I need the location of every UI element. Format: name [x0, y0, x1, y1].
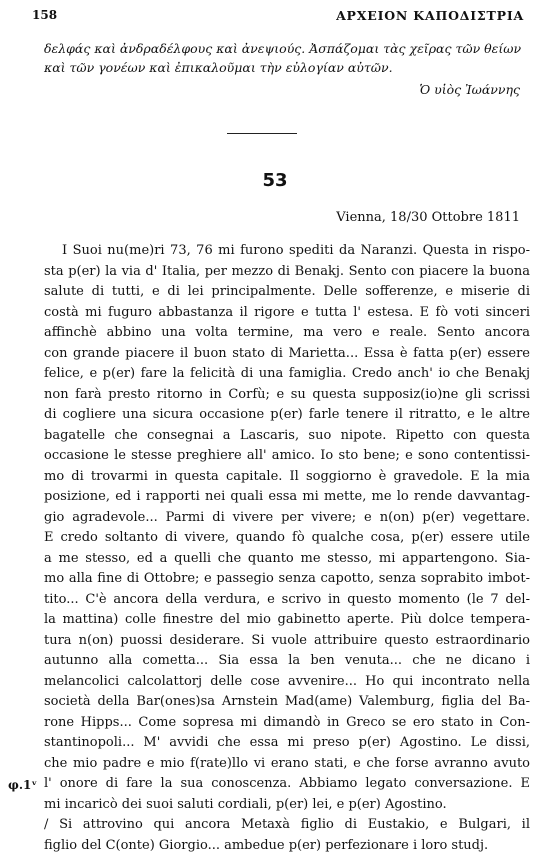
letter-line: rone Hipps... Come sopresa mi dimandò in Greco se ero stato in Con-: [44, 713, 530, 734]
letter-line: società della Bar(ones)sa Arnstein Mad(ame) Valemburg, figlia del Ba-: [44, 692, 530, 713]
letter-line: / Si attrovino qui ancora Metaxà figlio di Eustakio, e Bulgari, il: [44, 815, 530, 836]
greek-closing-line-1: δελφάς καὶ ἀνδραδέλφους καὶ ἀνεψιούς. Ἀσπάζομαι τὰς χεῖρας τῶν θείων: [44, 40, 524, 58]
letter-line: mi incaricò dei suoi saluti cordiali, p(er) lei, e p(er) Agostino.: [44, 795, 530, 816]
greek-signature: Ὁ υἱὸς Ἰωάννης: [419, 82, 520, 97]
letter-line: I Suoi nu(me)ri 73, 76 mi furono spediti da Naranzi. Questa in rispo-: [44, 241, 530, 262]
letter-line: E credo soltanto di vivere, quando fò qualche cosa, p(er) essere utile: [44, 528, 530, 549]
letter-line: bagatelle che consegnai a Lascaris, suo nipote. Ripetto con questa: [44, 426, 530, 447]
letter-dateline: Vienna, 18/30 Ottobre 1811: [336, 210, 520, 225]
margin-folio-reference: φ.1ᵛ: [8, 778, 37, 792]
letter-line: sta p(er) la via d' Italia, per mezzo di Benakj. Sento con piacere la buona: [44, 262, 530, 283]
letter-line: felice, e p(er) fare la felicità di una famiglia. Credo anch' io che Benakj: [44, 364, 530, 385]
running-title: ΑΡΧΕΙΟΝ ΚΑΠΟΔΙΣΤΡΙΑ: [336, 8, 524, 23]
letter-body: [44, 241, 530, 856]
letter-line: gio agradevole... Parmi di vivere per vivere; e n(on) p(er) vegettare.: [44, 508, 530, 529]
letter-line: la mattina) colle finestre del mio gabinetto aperte. Più dolce tempera-: [44, 610, 530, 631]
letter-line: posizione, ed i rapporti nei quali essa mi mette, me lo rende davvantag-: [44, 487, 530, 508]
letter-line: tura n(on) puossi desiderare. Si vuole attribuire questo estraordinario: [44, 631, 530, 652]
letter-line: figlio del C(onte) Giorgio... ambedue p(er) perfezionare i loro studj.: [44, 836, 530, 856]
letter-line: non farà presto ritorno in Corfù; e su questa supposiz(io)ne gli scrissi: [44, 385, 530, 406]
letter-line: l' onore di fare la sua conoscenza. Abbiamo legato conversazione. E: [44, 774, 530, 795]
letter-line: di cogliere una sicura occasione p(er) farle tenere il ritratto, e le altre: [44, 405, 530, 426]
letter-line: costà mi fuguro abbastanza il rigore e tutta l' estesa. E fò voti sinceri: [44, 303, 530, 324]
letter-line: occasione le stesse preghiere all' amico. Io sto bene; e sono contentissi-: [44, 446, 530, 467]
section-divider: [227, 133, 297, 134]
page-number: 158: [32, 8, 57, 22]
letter-line: salute di tutti, e di lei principalmente. Delle sofferenze, e miserie di: [44, 282, 530, 303]
letter-line: che mio padre e mio f(rate)llo vi erano stati, e che forse avranno avuto: [44, 754, 530, 775]
letter-line: a me stesso, ed a quelli che quanto me stesso, mi appartengono. Sia-: [44, 549, 530, 570]
letter-line: affinchè abbino una volta termine, ma vero e reale. Sento ancora: [44, 323, 530, 344]
page-header: [32, 8, 524, 28]
letter-line: tito... C'è ancora della verdura, e scrivo in questo momento (le 7 del-: [44, 590, 530, 611]
letter-line: mo di trovarmi in questa capitale. Il soggiorno è gravedole. E la mia: [44, 467, 530, 488]
letter-line: melancolici calcolattorj delle cose avvenire... Ho qui incontrato nella: [44, 672, 530, 693]
letter-number: 53: [0, 170, 550, 191]
letter-line: autunno alla cometta... Sia essa la ben venuta... che ne dicano i: [44, 651, 530, 672]
letter-line: con grande piacere il buon stato di Marietta... Essa è fatta p(er) essere: [44, 344, 530, 365]
greek-closing-line-2: καὶ τῶν γονέων καὶ ἐπικαλοῦμαι τὴν εὐλογίαν αὐτῶν.: [44, 59, 524, 77]
letter-line: stantinopoli... M' avvidi che essa mi preso p(er) Agostino. Le dissi,: [44, 733, 530, 754]
letter-line: mo alla fine di Ottobre; e passegio senza capotto, senza soprabito imbot-: [44, 569, 530, 590]
